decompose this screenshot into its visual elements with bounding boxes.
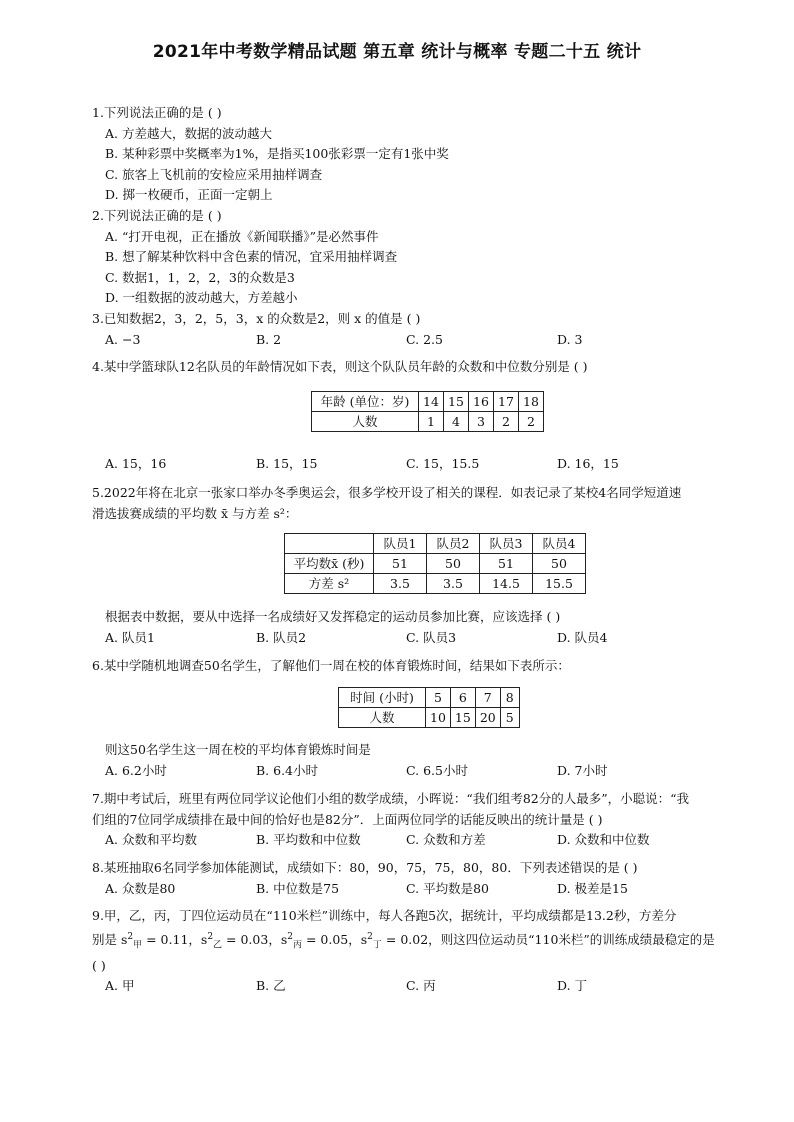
- text-run: = 0.02，则这四位运动员“110米栏”的训练成绩最稳定的是: [381, 931, 715, 947]
- option-d: D. 掷一枚硬币，正面一定朝上: [105, 187, 273, 202]
- table-cell: 15.5: [533, 574, 586, 594]
- option-a: A. 队员1: [105, 629, 155, 645]
- option-a: A. “打开电视，正在播放《新闻联播》”是必然事件: [105, 228, 379, 244]
- table-cell: 14.5: [480, 574, 533, 594]
- question-7: [92, 789, 772, 851]
- subscript: 甲: [133, 940, 143, 951]
- table-header: 队员4: [533, 534, 586, 554]
- question-stem: 7.期中考试后，班里有两位同学议论他们小组的数学成绩，小晖说：“我们组考82分的人最多”，小聪说：“我: [92, 791, 690, 806]
- option-c: C. 队员3: [406, 629, 457, 645]
- question-stem-cont: 们组的7位同学成绩排在最中间的恰好也是82分”．上面两位同学的话能反映出的统计量是 ( ): [92, 811, 603, 827]
- question-stem: 2.下列说法正确的是 ( ): [92, 208, 222, 223]
- table-label: 平均数x̄ (秒): [285, 554, 374, 574]
- table-header: 队员2: [427, 534, 480, 554]
- table-header: 队员1: [374, 534, 427, 554]
- question-stem: 3.已知数据2，3，2，5，3，x 的众数是2，则 x 的值是 ( ): [92, 311, 421, 326]
- table-label: 方差 s²: [285, 574, 374, 594]
- table-cell: 1: [419, 412, 444, 432]
- table-cell: 17: [494, 392, 519, 412]
- question-stem: 4.某中学篮球队12名队员的年龄情况如下表，则这个队队员年龄的众数和中位数分别是 ( ): [92, 359, 588, 374]
- table-cell: 50: [427, 554, 480, 574]
- option-b: B. 平均数和中位数: [256, 832, 361, 847]
- table-cell: 51: [374, 554, 427, 574]
- option-a: A. 众数和平均数: [105, 832, 197, 847]
- table-label: 时间 (小时): [339, 688, 426, 708]
- option-b: B. 乙: [256, 978, 286, 994]
- table-cell: 16: [469, 392, 494, 412]
- question-8: [92, 858, 772, 899]
- option-a: A. 甲: [105, 978, 135, 994]
- table-cell: 3.5: [427, 574, 480, 594]
- option-a: A. 众数是80: [105, 880, 176, 896]
- question-5: [92, 483, 772, 524]
- subscript: 丁: [372, 940, 382, 951]
- question-stem-cont: 滑选拔赛成绩的平均数 x̄ 与方差 s²：: [92, 505, 298, 521]
- option-d: D. 丁: [557, 978, 588, 994]
- question-stem: 9.甲，乙，丙，丁四位运动员在“110米栏”训练中，每人各跑5次，据统计，平均成绩都是13.2秒，方差分: [92, 908, 677, 923]
- table-cell: 8: [500, 688, 519, 708]
- question-stem: 5.2022年将在北京一张家口举办冬季奥运会，很多学校开设了相关的课程．如表记录了某校4名同学短道速: [92, 485, 682, 500]
- table-cell: 2: [519, 412, 544, 432]
- text-run: = 0.11，s: [142, 931, 208, 947]
- option-b: B. 想了解某种饮料中含色素的情况，宜采用抽样调查: [105, 249, 398, 264]
- table-cell: 6: [450, 688, 475, 708]
- question-4: [92, 357, 772, 378]
- option-d: D. 队员4: [557, 629, 608, 645]
- option-b: B. 15，15: [256, 456, 318, 471]
- table-cell: 50: [533, 554, 586, 574]
- table-cell: 3.5: [374, 574, 427, 594]
- question-2: [92, 206, 772, 309]
- table-cell: 2: [494, 412, 519, 432]
- table-label: 人数: [312, 412, 419, 432]
- text-run: = 0.03，s: [222, 931, 288, 947]
- table-header: 队员3: [480, 534, 533, 554]
- option-a: A. 方差越大，数据的波动越大: [105, 125, 272, 141]
- question-stem-cont: 则这50名学生这一周在校的平均体育锻炼时间是: [105, 742, 371, 757]
- option-c: C. 数据1，1，2，2，3的众数是3: [105, 269, 295, 285]
- option-b: B. 队员2: [256, 629, 307, 645]
- question-6: [92, 656, 772, 677]
- table-label: 人数: [339, 708, 426, 728]
- question-5-cont: [92, 607, 772, 648]
- option-b: B. 2: [256, 331, 282, 347]
- question-stem: 1.下列说法正确的是 ( ): [92, 105, 222, 120]
- table-cell: 20: [475, 708, 500, 728]
- question-stem-cont: ( ): [92, 957, 106, 973]
- option-a: A. 15，16: [105, 456, 167, 471]
- question-3: [92, 309, 772, 350]
- table-cell: 3: [469, 412, 494, 432]
- table-label: 年龄 (单位：岁): [312, 392, 419, 412]
- age-table: [311, 391, 544, 432]
- table-cell: 7: [475, 688, 500, 708]
- text-run: 别是 s: [92, 931, 128, 947]
- option-d: D. 16，15: [557, 456, 619, 471]
- text-run: = 0.05，s: [301, 931, 368, 947]
- option-d: D. 3: [557, 331, 583, 347]
- option-c: C. 2.5: [406, 331, 443, 347]
- option-c: C. 15，15.5: [406, 456, 480, 471]
- option-c: C. 平均数是80: [406, 880, 489, 896]
- option-a: A. −3: [105, 331, 141, 347]
- option-c: C. 6.5小时: [406, 762, 468, 778]
- table-cell: 5: [426, 688, 451, 708]
- table-cell: 15: [450, 708, 475, 728]
- question-4-options: [92, 454, 772, 475]
- option-d: D. 7小时: [557, 762, 608, 778]
- subscript: 丙: [292, 940, 302, 951]
- option-c: C. 众数和方差: [406, 832, 486, 847]
- question-stem: 6.某中学随机地调查50名学生，了解他们一周在校的体育锻炼时间，结果如下表所示：: [92, 658, 570, 673]
- page-title: 2021年中考数学精品试题 第五章 统计与概率 专题二十五 统计: [152, 42, 642, 62]
- question-stem: 8.某班抽取6名同学参加体能测试，成绩如下：80，90，75，75，80，80．下列表述错误的是 ( ): [92, 860, 638, 875]
- option-c: C. 丙: [406, 978, 436, 994]
- table-cell: 15: [444, 392, 469, 412]
- option-b: B. 中位数是75: [256, 880, 340, 896]
- option-b: B. 某种彩票中奖概率为1%，是指买100张彩票一定有1张中奖: [105, 146, 449, 161]
- option-d: D. 极差是15: [557, 880, 628, 896]
- option-c: C. 旅客上飞机前的安检应采用抽样调查: [105, 166, 323, 182]
- table-cell: 4: [444, 412, 469, 432]
- option-b: B. 6.4小时: [256, 762, 319, 778]
- table-cell: 18: [519, 392, 544, 412]
- table-cell: 10: [426, 708, 451, 728]
- subscript: 乙: [213, 940, 223, 951]
- option-a: A. 6.2小时: [105, 762, 167, 778]
- table-cell: 51: [480, 554, 533, 574]
- question-6-cont: [92, 740, 772, 781]
- option-d: D. 众数和中位数: [557, 832, 650, 847]
- skating-table: [284, 533, 586, 594]
- option-d: D. 一组数据的波动越大，方差越小: [105, 290, 298, 305]
- table-cell: 14: [419, 392, 444, 412]
- question-stem-cont: 别是 $s^2_甲 = 0.11$，$s^2_乙 = 0.03$，$s^2_丙 = 0.05$，$s^2_丁 = 0.02$，则这四位运动员“110米栏”的训练成绩最稳定的是: [92, 931, 715, 951]
- question-stem-cont: 根据表中数据，要从中选择一名成绩好又发挥稳定的运动员参加比赛，应该选择 ( ): [105, 609, 561, 624]
- exercise-table: [338, 687, 520, 728]
- table-cell: 5: [500, 708, 519, 728]
- question-1: [92, 103, 772, 206]
- question-9: [92, 906, 772, 997]
- table-corner: [285, 534, 374, 554]
